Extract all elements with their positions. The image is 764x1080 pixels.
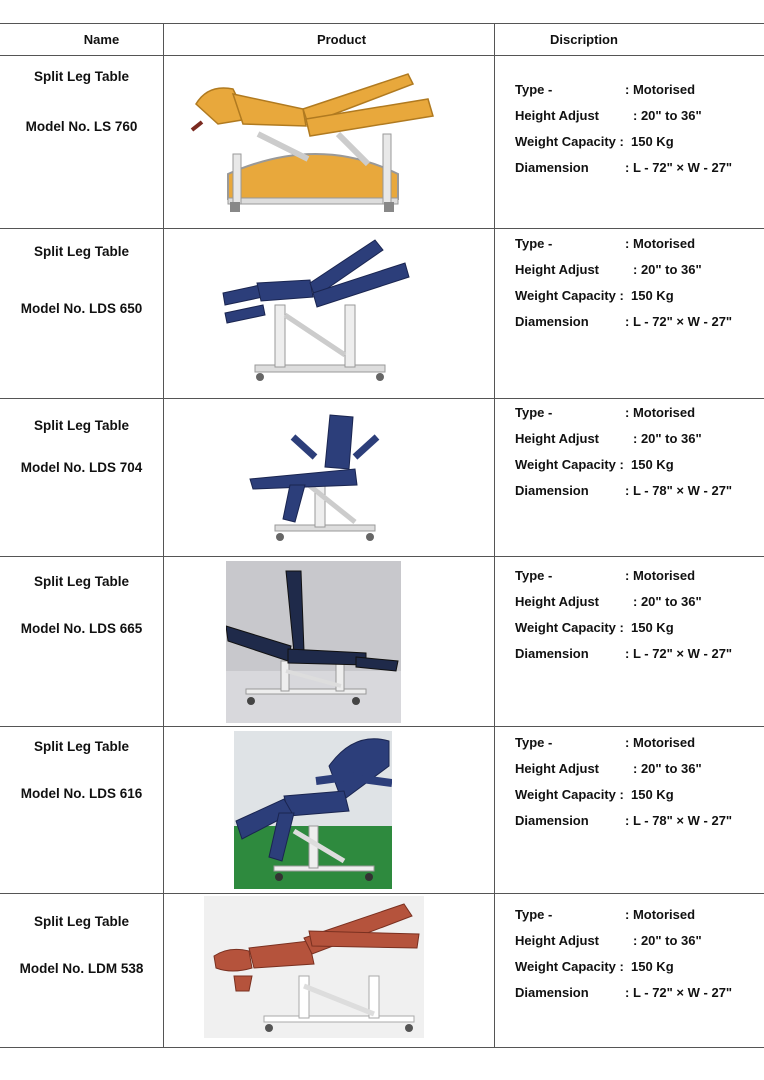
product-title: Split Leg Table	[33, 914, 129, 929]
dimension-label: Diamension	[515, 985, 589, 1000]
height-label: Height Adjust	[515, 933, 600, 948]
weight-value: 150 Kg	[631, 787, 674, 802]
description-cell	[515, 894, 755, 1047]
weight-value: 150 Kg	[631, 288, 674, 303]
product-image	[245, 407, 385, 552]
table-row	[0, 727, 764, 893]
dimension-value: : L - 72" × W - 27"	[625, 985, 733, 1000]
weight-label: Weight Capacity :	[515, 620, 624, 635]
product-title: Split Leg Table	[33, 574, 129, 589]
weight-value: 150 Kg	[631, 457, 674, 472]
header-product: Product	[316, 32, 367, 47]
dimension-value: : L - 72" × W - 27"	[625, 646, 733, 661]
weight-value: 150 Kg	[631, 959, 674, 974]
product-title: Split Leg Table	[33, 69, 129, 84]
height-label: Height Adjust	[515, 262, 600, 277]
model-number: Model No. LDS 665	[20, 621, 143, 636]
type-label: Type -	[515, 236, 553, 251]
description-cell	[515, 557, 755, 726]
type-value: : Motorised	[625, 907, 696, 922]
height-label: Height Adjust	[515, 431, 600, 446]
header-name: Name	[83, 32, 120, 47]
weight-value: 150 Kg	[631, 620, 674, 635]
height-label: Height Adjust	[515, 761, 600, 776]
type-value: : Motorised	[625, 568, 696, 583]
product-title: Split Leg Table	[33, 418, 129, 433]
dimension-label: Diamension	[515, 483, 589, 498]
dimension-label: Diamension	[515, 314, 589, 329]
table-row	[0, 56, 764, 228]
description-cell	[515, 229, 755, 398]
product-image	[188, 64, 444, 224]
height-value: : 20" to 36"	[633, 761, 702, 776]
dimension-value: : L - 78" × W - 27"	[625, 483, 733, 498]
type-label: Type -	[515, 735, 553, 750]
dimension-label: Diamension	[515, 160, 589, 175]
table-row	[0, 557, 764, 726]
table-row	[0, 229, 764, 398]
product-image	[226, 561, 401, 723]
type-value: : Motorised	[625, 82, 696, 97]
product-title: Split Leg Table	[33, 244, 129, 259]
description-cell	[515, 399, 755, 556]
weight-label: Weight Capacity :	[515, 457, 624, 472]
model-number: Model No. LDS 650	[20, 301, 143, 316]
dimension-label: Diamension	[515, 646, 589, 661]
table-row	[0, 894, 764, 1047]
table-row	[0, 399, 764, 556]
dimension-value: : L - 78" × W - 27"	[625, 813, 733, 828]
type-label: Type -	[515, 405, 553, 420]
weight-label: Weight Capacity :	[515, 288, 624, 303]
header-description: Discription	[550, 32, 618, 47]
type-label: Type -	[515, 568, 553, 583]
product-image	[204, 896, 424, 1038]
model-number: Model No. LDS 616	[20, 786, 143, 801]
height-label: Height Adjust	[515, 108, 600, 123]
model-number: Model No. LDM 538	[19, 961, 144, 976]
model-number: Model No. LDS 704	[20, 460, 143, 475]
dimension-value: : L - 72" × W - 27"	[625, 160, 733, 175]
description-cell	[515, 56, 755, 228]
dimension-value: : L - 72" × W - 27"	[625, 314, 733, 329]
type-label: Type -	[515, 907, 553, 922]
type-value: : Motorised	[625, 236, 696, 251]
product-image	[234, 731, 392, 889]
weight-label: Weight Capacity :	[515, 134, 624, 149]
table-bottom-border	[0, 1047, 764, 1048]
type-label: Type -	[515, 82, 553, 97]
height-label: Height Adjust	[515, 594, 600, 609]
model-number: Model No. LS 760	[25, 119, 138, 134]
dimension-label: Diamension	[515, 813, 589, 828]
product-image	[215, 235, 415, 385]
height-value: : 20" to 36"	[633, 431, 702, 446]
product-title: Split Leg Table	[33, 739, 129, 754]
description-cell	[515, 727, 755, 893]
height-value: : 20" to 36"	[633, 594, 702, 609]
height-value: : 20" to 36"	[633, 262, 702, 277]
type-value: : Motorised	[625, 405, 696, 420]
weight-label: Weight Capacity :	[515, 959, 624, 974]
height-value: : 20" to 36"	[633, 933, 702, 948]
height-value: : 20" to 36"	[633, 108, 702, 123]
weight-label: Weight Capacity :	[515, 787, 624, 802]
weight-value: 150 Kg	[631, 134, 674, 149]
type-value: : Motorised	[625, 735, 696, 750]
